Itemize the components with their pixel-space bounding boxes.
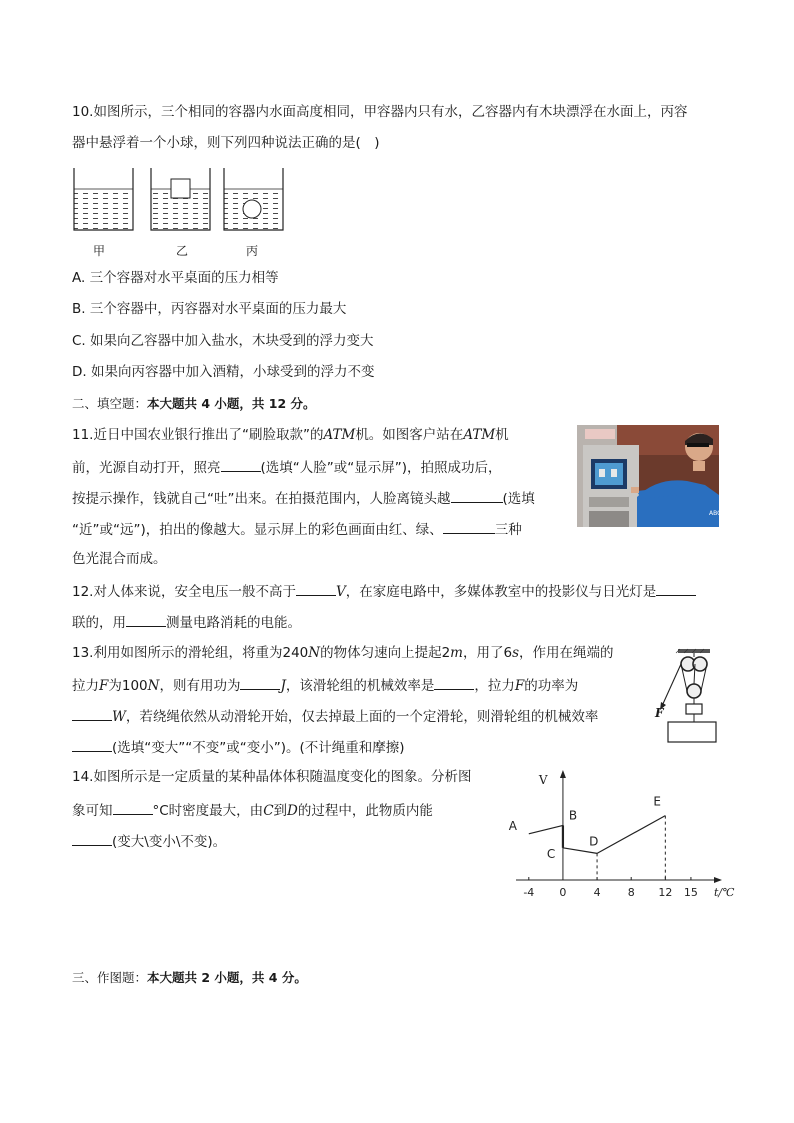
q11-line4 — [72, 518, 522, 540]
section3-title: 本大题共 2 小题，共 4 分。 — [147, 970, 307, 985]
segment-c-d — [563, 848, 597, 854]
answer-blank[interactable] — [113, 799, 153, 815]
answer-blank[interactable] — [240, 674, 280, 690]
section3-heading — [72, 968, 307, 988]
unit-volt: V — [335, 584, 346, 600]
q12-text: 12.对人体来说，安全电压一般不高于 — [72, 584, 296, 600]
q12-text: 测量电路消耗的电能。 — [166, 615, 301, 631]
y-axis-arrow-icon — [560, 770, 566, 778]
x-tick-label: 15 — [683, 886, 698, 899]
q11-text: (选填 — [502, 491, 535, 507]
volume-temperature-chart — [508, 770, 735, 902]
answer-blank[interactable] — [656, 580, 696, 596]
q13-text: ，拉力 — [474, 678, 515, 694]
movable-pulley-icon — [687, 684, 701, 698]
q11-text: 11.近日中国农业银行推出了“刷脸取款”的 — [72, 427, 324, 443]
answer-blank[interactable] — [221, 456, 261, 472]
q14-line2 — [72, 799, 433, 821]
q14-text: °C时密度最大，由 — [152, 803, 264, 819]
point-c-symbol: C — [263, 803, 274, 819]
q13-weight: 240 — [282, 645, 309, 661]
q11-text: 前，光源自动打开，照亮 — [72, 460, 221, 476]
q13-distance: 2 — [441, 645, 451, 661]
q11-line2 — [72, 456, 502, 478]
point-label-a: A — [508, 818, 518, 833]
q11-text: “近”或“远”)，拍出的像越大。显示屏上的彩色画面由红、绿、 — [72, 522, 443, 538]
q13-text: 的功率为 — [524, 678, 579, 694]
container-bing — [224, 168, 283, 230]
x-tick-label: 0 — [559, 886, 567, 899]
answer-blank[interactable] — [451, 487, 503, 503]
x-tick-label: 8 — [627, 886, 635, 899]
q11-text: 按提示操作，钱就自己“吐”出来。在拍摄范围内，人脸离镜头越 — [72, 491, 451, 507]
x-tick-label: 12 — [658, 886, 673, 899]
force-symbol: F — [514, 678, 525, 694]
q13-text: ，若绕绳依然从动滑轮开始，仅去掉最上面的一个定滑轮，则滑轮组的机械效率 — [125, 709, 599, 725]
answer-blank[interactable] — [296, 580, 336, 596]
q11-text: 机。如图客户站在 — [355, 427, 464, 443]
q13-line2 — [72, 674, 578, 696]
section2-heading — [72, 394, 316, 414]
weight-hook-icon — [686, 704, 702, 714]
pulley-force-label: F — [655, 706, 664, 720]
q13-force: 100 — [121, 678, 148, 694]
pulley-figure — [650, 648, 720, 746]
q14-text: (变大\变小\不变)。 — [112, 834, 227, 850]
q13-text: ，则有用功为 — [159, 678, 241, 694]
q14-text: 象可知 — [72, 803, 113, 819]
x-axis-label: t/℃ — [714, 886, 735, 899]
q12-line1 — [72, 580, 696, 602]
q10-option-b: B. 三个容器中，丙容器对水平桌面的压力最大 — [72, 301, 347, 317]
section2-title: 本大题共 4 小题，共 12 分。 — [147, 396, 316, 411]
q11-line5: 色光混合而成。 — [72, 551, 167, 567]
answer-blank[interactable] — [72, 736, 112, 752]
atm-term: ATM — [463, 427, 496, 443]
q11-line1 — [72, 425, 509, 445]
q13-text: 的物体匀速向上提起 — [320, 645, 442, 661]
q11-text: 三种 — [494, 522, 522, 538]
q13-text: (选填“变大”“不变”或“变小”)。(不计绳重和摩擦) — [112, 740, 405, 756]
q10-option-c: C. 如果向乙容器中加入盐水，木块受到的浮力变大 — [72, 333, 374, 349]
q10-option-d: D. 如果向丙容器中加入酒精，小球受到的浮力不变 — [72, 364, 375, 380]
q13-text: ，作用在绳端的 — [519, 645, 614, 661]
q13-text: ，该滑轮组的机械效率是 — [285, 678, 435, 694]
q14-text: 到 — [273, 803, 288, 819]
label-bing: 丙 — [246, 244, 259, 258]
svg-text:ABC: ABC — [709, 510, 722, 517]
container-jia — [74, 168, 133, 230]
q13-line4 — [72, 736, 405, 758]
answer-blank[interactable] — [72, 705, 112, 721]
q11-text: 机 — [495, 427, 509, 443]
section3-prefix: 三、作图题： — [72, 970, 148, 985]
q13-text: 13.利用如图所示的滑轮组，将重为 — [72, 645, 283, 661]
q13-text: 为 — [108, 678, 122, 694]
q10-stem-line2: 器中悬浮着一个小球，则下列四种说法正确的是( ) — [72, 135, 380, 151]
point-label-c: C — [546, 846, 556, 861]
unit-watt: W — [112, 709, 126, 725]
x-axis-arrow-icon — [714, 877, 722, 883]
q10-containers-figure — [72, 166, 292, 238]
y-axis-label: V — [538, 773, 548, 787]
q13-text: ，用了 — [462, 645, 504, 661]
answer-blank[interactable] — [434, 674, 474, 690]
force-symbol: F — [99, 678, 109, 694]
container-yi — [151, 168, 210, 230]
answer-blank[interactable] — [126, 611, 166, 627]
x-tick-label: -4 — [523, 886, 535, 899]
q12-text: 联的，用 — [72, 615, 126, 631]
unit-second: s — [512, 645, 520, 661]
point-label-d: D — [589, 834, 599, 849]
wood-block — [171, 179, 190, 198]
unit-metre: m — [450, 645, 463, 661]
x-tick-label: 4 — [593, 886, 601, 899]
unit-newton: N — [308, 645, 321, 661]
q14-text: 的过程中，此物质内能 — [297, 803, 433, 819]
q13-line1 — [72, 643, 614, 663]
point-label-e: E — [653, 794, 661, 809]
segment-d-e — [597, 816, 665, 854]
atm-photo — [577, 425, 722, 527]
small-ball — [243, 200, 261, 218]
section2-prefix: 二、填空题： — [72, 396, 148, 411]
label-jia: 甲 — [93, 244, 106, 258]
q11-line3 — [72, 487, 535, 509]
point-label-b: B — [568, 808, 578, 823]
q12-text: ，在家庭电路中，多媒体教室中的投影仪与日光灯是 — [345, 584, 657, 600]
q14-line1: 14.如图所示是一定质量的某种晶体体积随温度变化的图象。分析图 — [72, 769, 472, 785]
point-d-symbol: D — [287, 803, 298, 819]
q11-text: (选填“人脸”或“显示屏”)，拍照成功后， — [260, 460, 502, 476]
q12-line2 — [72, 611, 301, 633]
answer-blank[interactable] — [443, 518, 495, 534]
q10-option-a: A. 三个容器对水平桌面的压力相等 — [72, 270, 279, 286]
atm-term: ATM — [323, 427, 356, 443]
unit-newton: N — [147, 678, 160, 694]
q13-text: 拉力 — [72, 678, 99, 694]
q10-stem-line1: 10.如图所示，三个相同的容器内水面高度相同，甲容器内只有水，乙容器内有木块漂浮在水面上，丙容 — [72, 104, 688, 120]
segment-a-b — [529, 825, 563, 833]
q13-time: 6 — [503, 645, 513, 661]
unit-joule: J — [280, 678, 286, 694]
q14-line3 — [72, 830, 226, 852]
q13-line3 — [72, 705, 598, 727]
load-block-icon — [668, 722, 716, 742]
label-yi: 乙 — [176, 244, 189, 258]
answer-blank[interactable] — [72, 830, 112, 846]
